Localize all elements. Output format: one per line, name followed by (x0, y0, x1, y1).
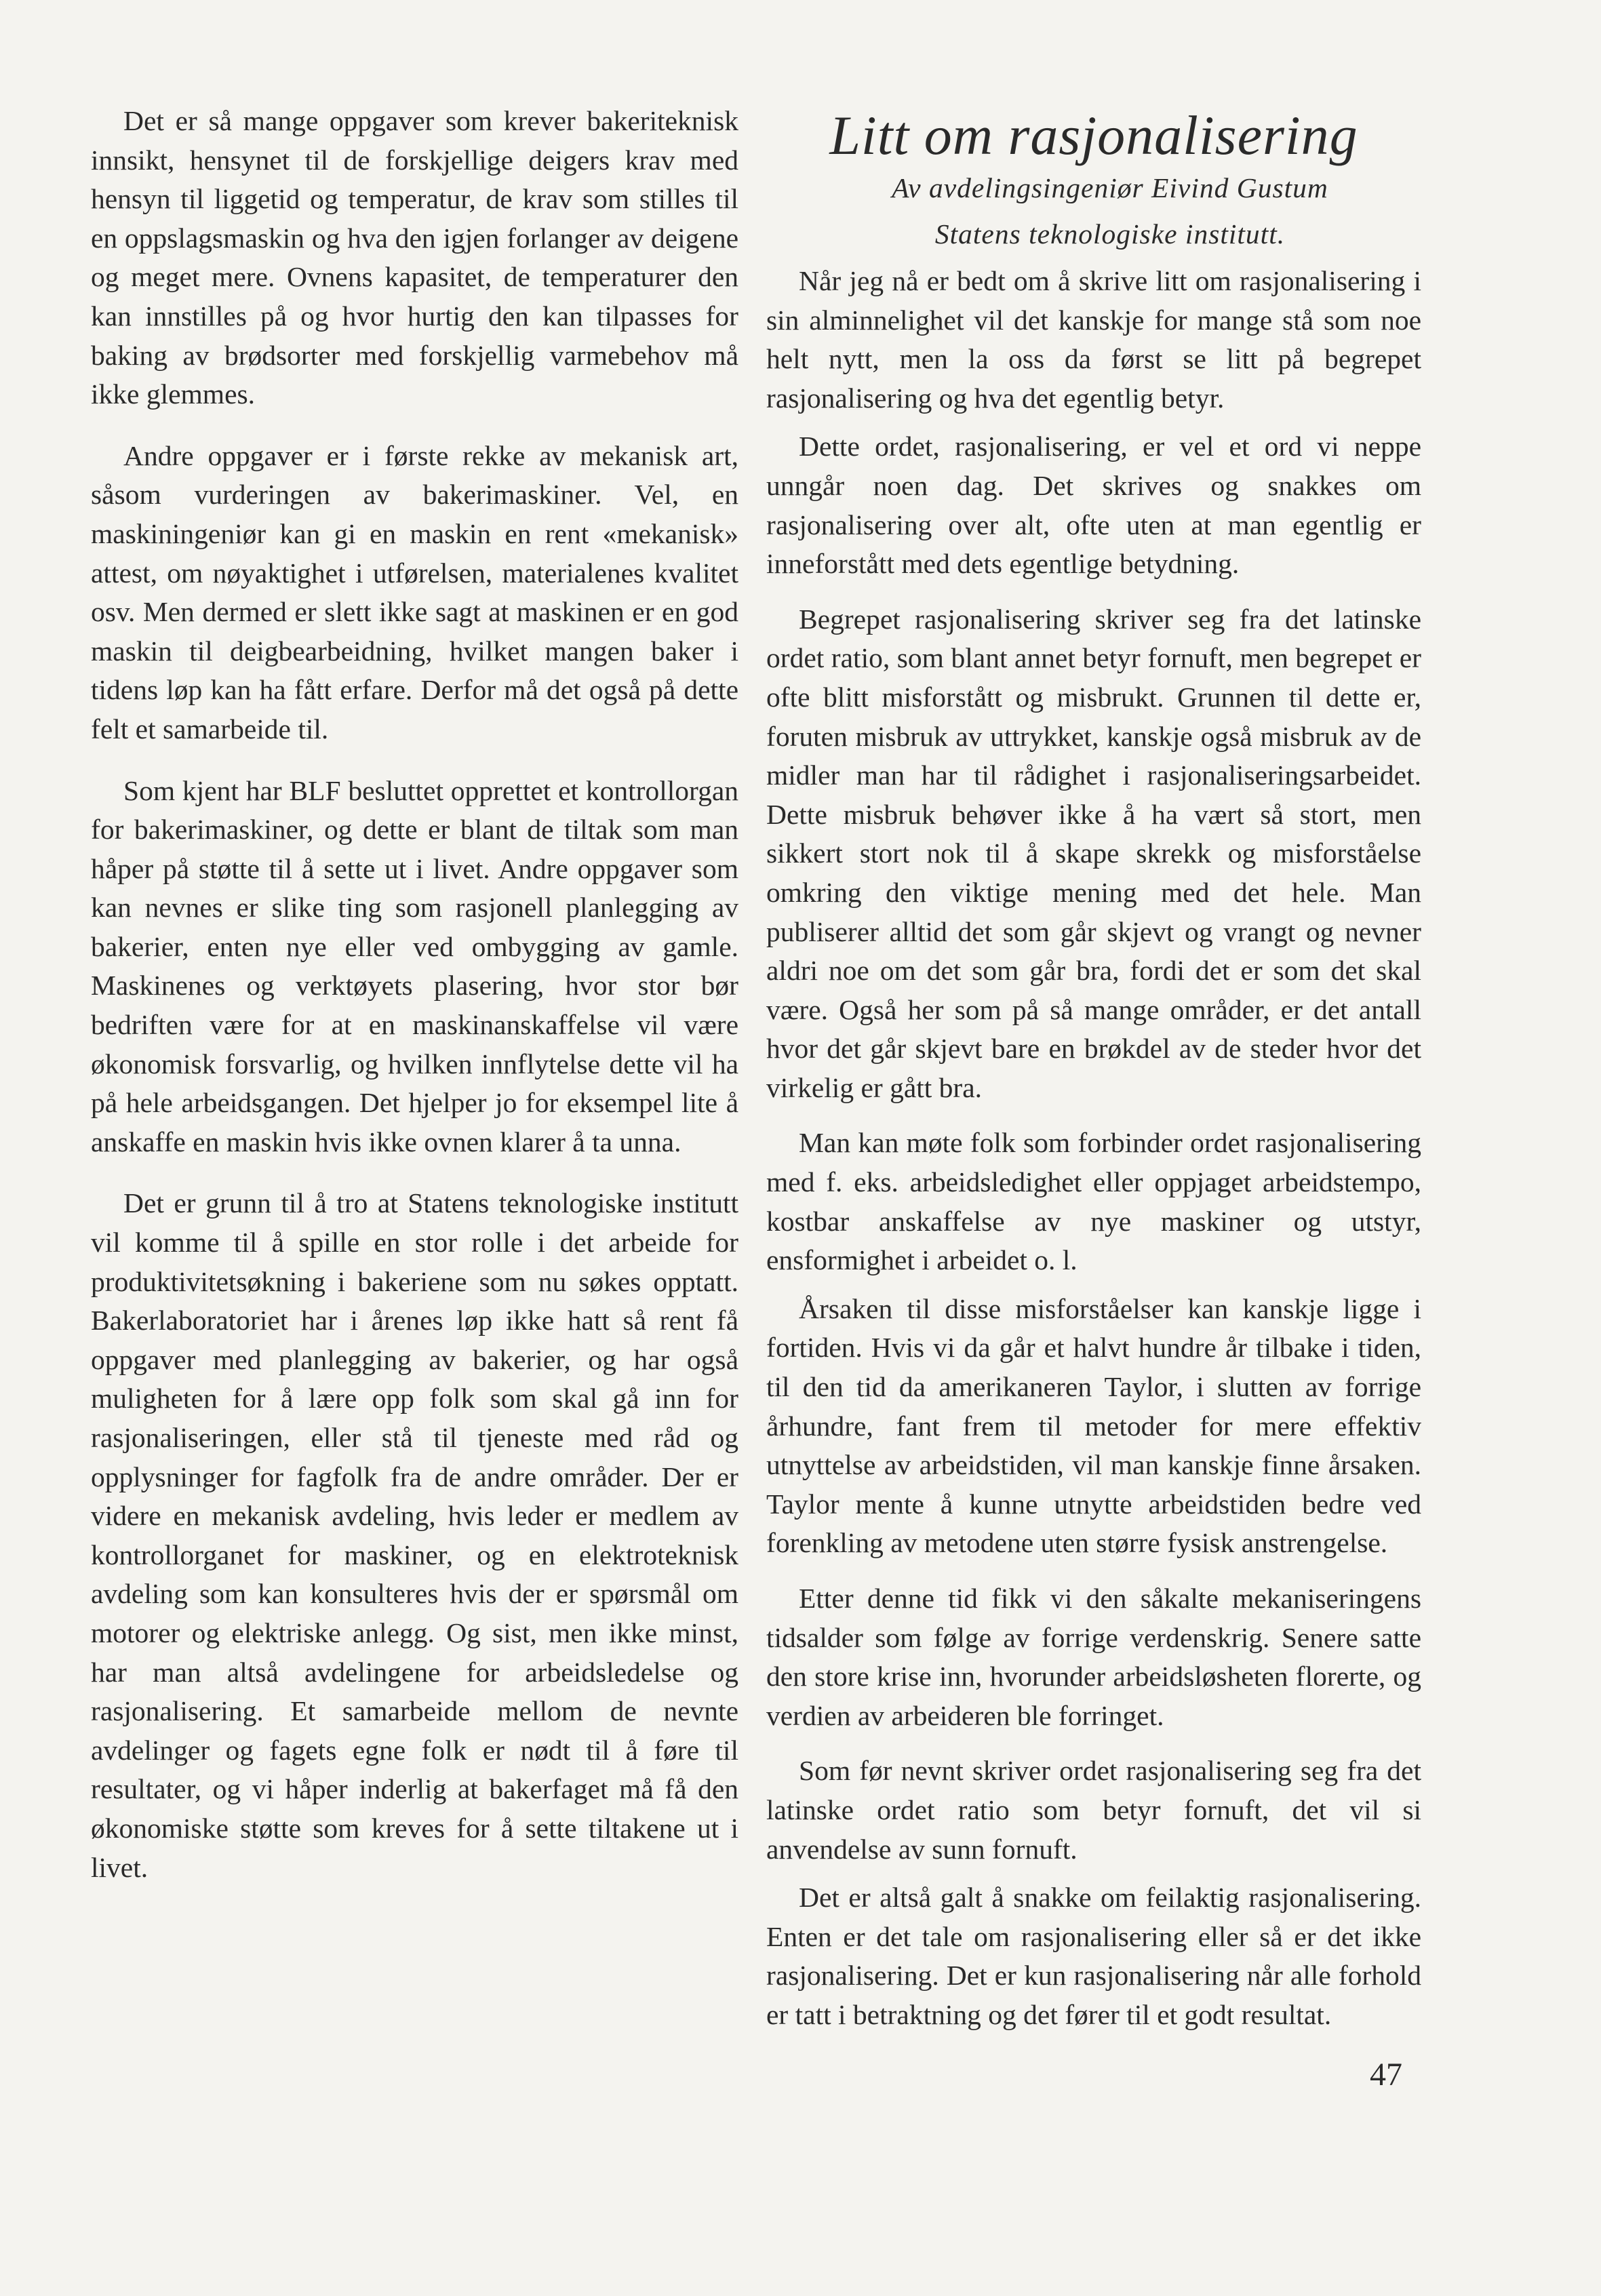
paragraph: Det er grunn til å tro at Statens teknologiske institutt vil komme til å spille en stor rolle i det arbeide for produktivitetsøkning i bakeriene som nu søkes opptatt. Bakerlaboratoriet har i årenes løp ikke hatt så rent få oppgaver med planlegging av bakerier, og har også muligheten for å lære opp folk som skal gå inn for rasjonaliseringen, eller stå til tjeneste med råd og opplysninger for fagfolk fra de andre områder. Der er videre en mekanisk avdeling, hvis leder er medlem av kontrollorganet for maskiner, og en elektroteknisk avdeling som kan konsulteres hvis der er spørsmål om motorer og elektriske anlegg. Og sist, men ikke minst, har man altså avdelingene for arbeidsledelse og rasjonalisering. Et samarbeide mellom de nevnte avdelinger og fagets egne folk er nødt til å føre til resultater, og vi håper inderlig at bakerfaget må få den økonomiske støtte som kreves for å sette tiltakene ut i livet. (91, 1187, 738, 1883)
paragraph: Det er så mange oppgaver som krever bakeriteknisk innsikt, hensynet til de forskjellige deigers krav med hensyn til liggetid og temperatur, de krav som stilles til en oppslagsmaskin og hva den igjen forlanger av deigene og meget mere. Ovnens kapasitet, de temperaturer den kan innstilles på og hvor hurtig den kan tilpasses for baking av brødsorter med forskjellig varmebehov må ikke glemmes. (91, 105, 738, 410)
paragraph: Som kjent har BLF besluttet opprettet et kontrollorgan for bakerimaskiner, og dette er blant de tiltak som man håper på støtte til å sette ut i livet. Andre oppgaver som kan nevnes er slike ting som rasjonell planlegging av bakerier, enten nye eller ved ombygging av gamle. Maskinenes og verktøyets plasering, hvor stor bør bedriften være for at en maskinanskaffelse vil være økonomisk forsvarlig, og hvilken innflytelse dette vil ha på hele arbeidsgangen. Det hjelper jo for eksempel lite å anskaffe en maskin hvis ikke ovnen klarer å ta unna. (91, 774, 738, 1157)
left-column (91, 102, 738, 1887)
paragraph: Som før nevnt skriver ordet rasjonalisering seg fra det latinske ordet ratio som betyr fornuft, det vil si anvendelse av sunn fornuft. (766, 1755, 1421, 1865)
paragraph: Dette ordet, rasjonalisering, er vel et ord vi neppe unngår noen dag. Det skrives og snakkes om rasjonalisering over alt, ofte uten at man egentlig er inneforstått med dets egentlige betydning. (766, 431, 1421, 580)
paragraph: Man kan møte folk som forbinder ordet rasjonalisering med f. eks. arbeidsledighet eller oppjaget arbeidstempo, kostbar anskaffelse av nye maskiner og utstyr, ensformighet i arbeidet o. l. (766, 1127, 1421, 1276)
byline-author: Av avdelingsingeniør Eivind Gustum (892, 172, 1328, 203)
page-number: 47 (1370, 2057, 1402, 2093)
paragraph: Det er altså galt å snakke om feilaktig rasjonalisering. Enten er det tale om rasjonalisering eller så er det ikke rasjonalisering. Det er kun rasjonalisering når alle forhold er tatt i betraktning og det fører til et godt resultat. (766, 1882, 1421, 2030)
paragraph: Årsaken til disse misforståelser kan kanskje ligge i fortiden. Hvis vi da går et halvt hundre år tilbake i tiden, til den tid da amerikaneren Taylor, i slutten av forrige århundre, fant frem til metoder for mere effektiv utnyttelse av arbeidstiden, vil man kanskje finne årsaken. Taylor mente å kunne utnytte arbeidstiden bedre ved forenkling av metodene uten større fysisk anstrengelse. (766, 1292, 1421, 1559)
paragraph: Begrepet rasjonalisering skriver seg fra det latinske ordet ratio, som blant annet betyr fornuft, men begrepet er ofte blitt misforstått og misbrukt. Grunnen til dette er, foruten misbruk av uttrykket, kanskje også misbruk av de midler man har til rådighet i rasjonaliseringsarbeidet. Dette misbruk behøver ikke å ha vært så stort, men sikkert stort nok til å skape skrekk og misforståelse omkring den viktige mening med det hele. Man publiserer alltid det som går skjevt og vrangt og nevner aldri noe om det som går bra, fordi det er som det skal være. Også her som på så mange områder, er det antall hvor det går skjevt bare en brøkdel av de steder hvor det virkelig er gått bra. (766, 603, 1421, 1103)
article-title: Litt om rasjonalisering (829, 104, 1358, 166)
byline-institution: Statens teknologiske institutt. (934, 218, 1286, 250)
paragraph: Andre oppgaver er i første rekke av mekanisk art, såsom vurderingen av bakerimaskiner. Vel, en maskiningeniør kan gi en maskin en rent «mekanisk» attest, om nøyaktighet i utførelsen, materialenes kvalitet osv. Men dermed er slett ikke sagt at maskinen er en god maskin til deigbearbeidning, hvilket mangen baker i tidens løp kan ha fått erfare. Derfor må det også på dette felt et samarbeide til. (91, 439, 738, 745)
paragraph: Når jeg nå er bedt om å skrive litt om rasjonalisering i sin alminnelighet vil det kanskje for mange stå som noe helt nytt, men la oss da først se litt på begrepet rasjonalisering og hva det egentlig betyr. (766, 265, 1421, 414)
paragraph: Etter denne tid fikk vi den såkalte mekaniseringens tidsalder som følge av forrige verdenskrig. Senere satte den store krise inn, hvorunder arbeidsløsheten florerte, og verdien av arbeideren ble forringet. (766, 1583, 1421, 1731)
right-column (766, 102, 1421, 2035)
